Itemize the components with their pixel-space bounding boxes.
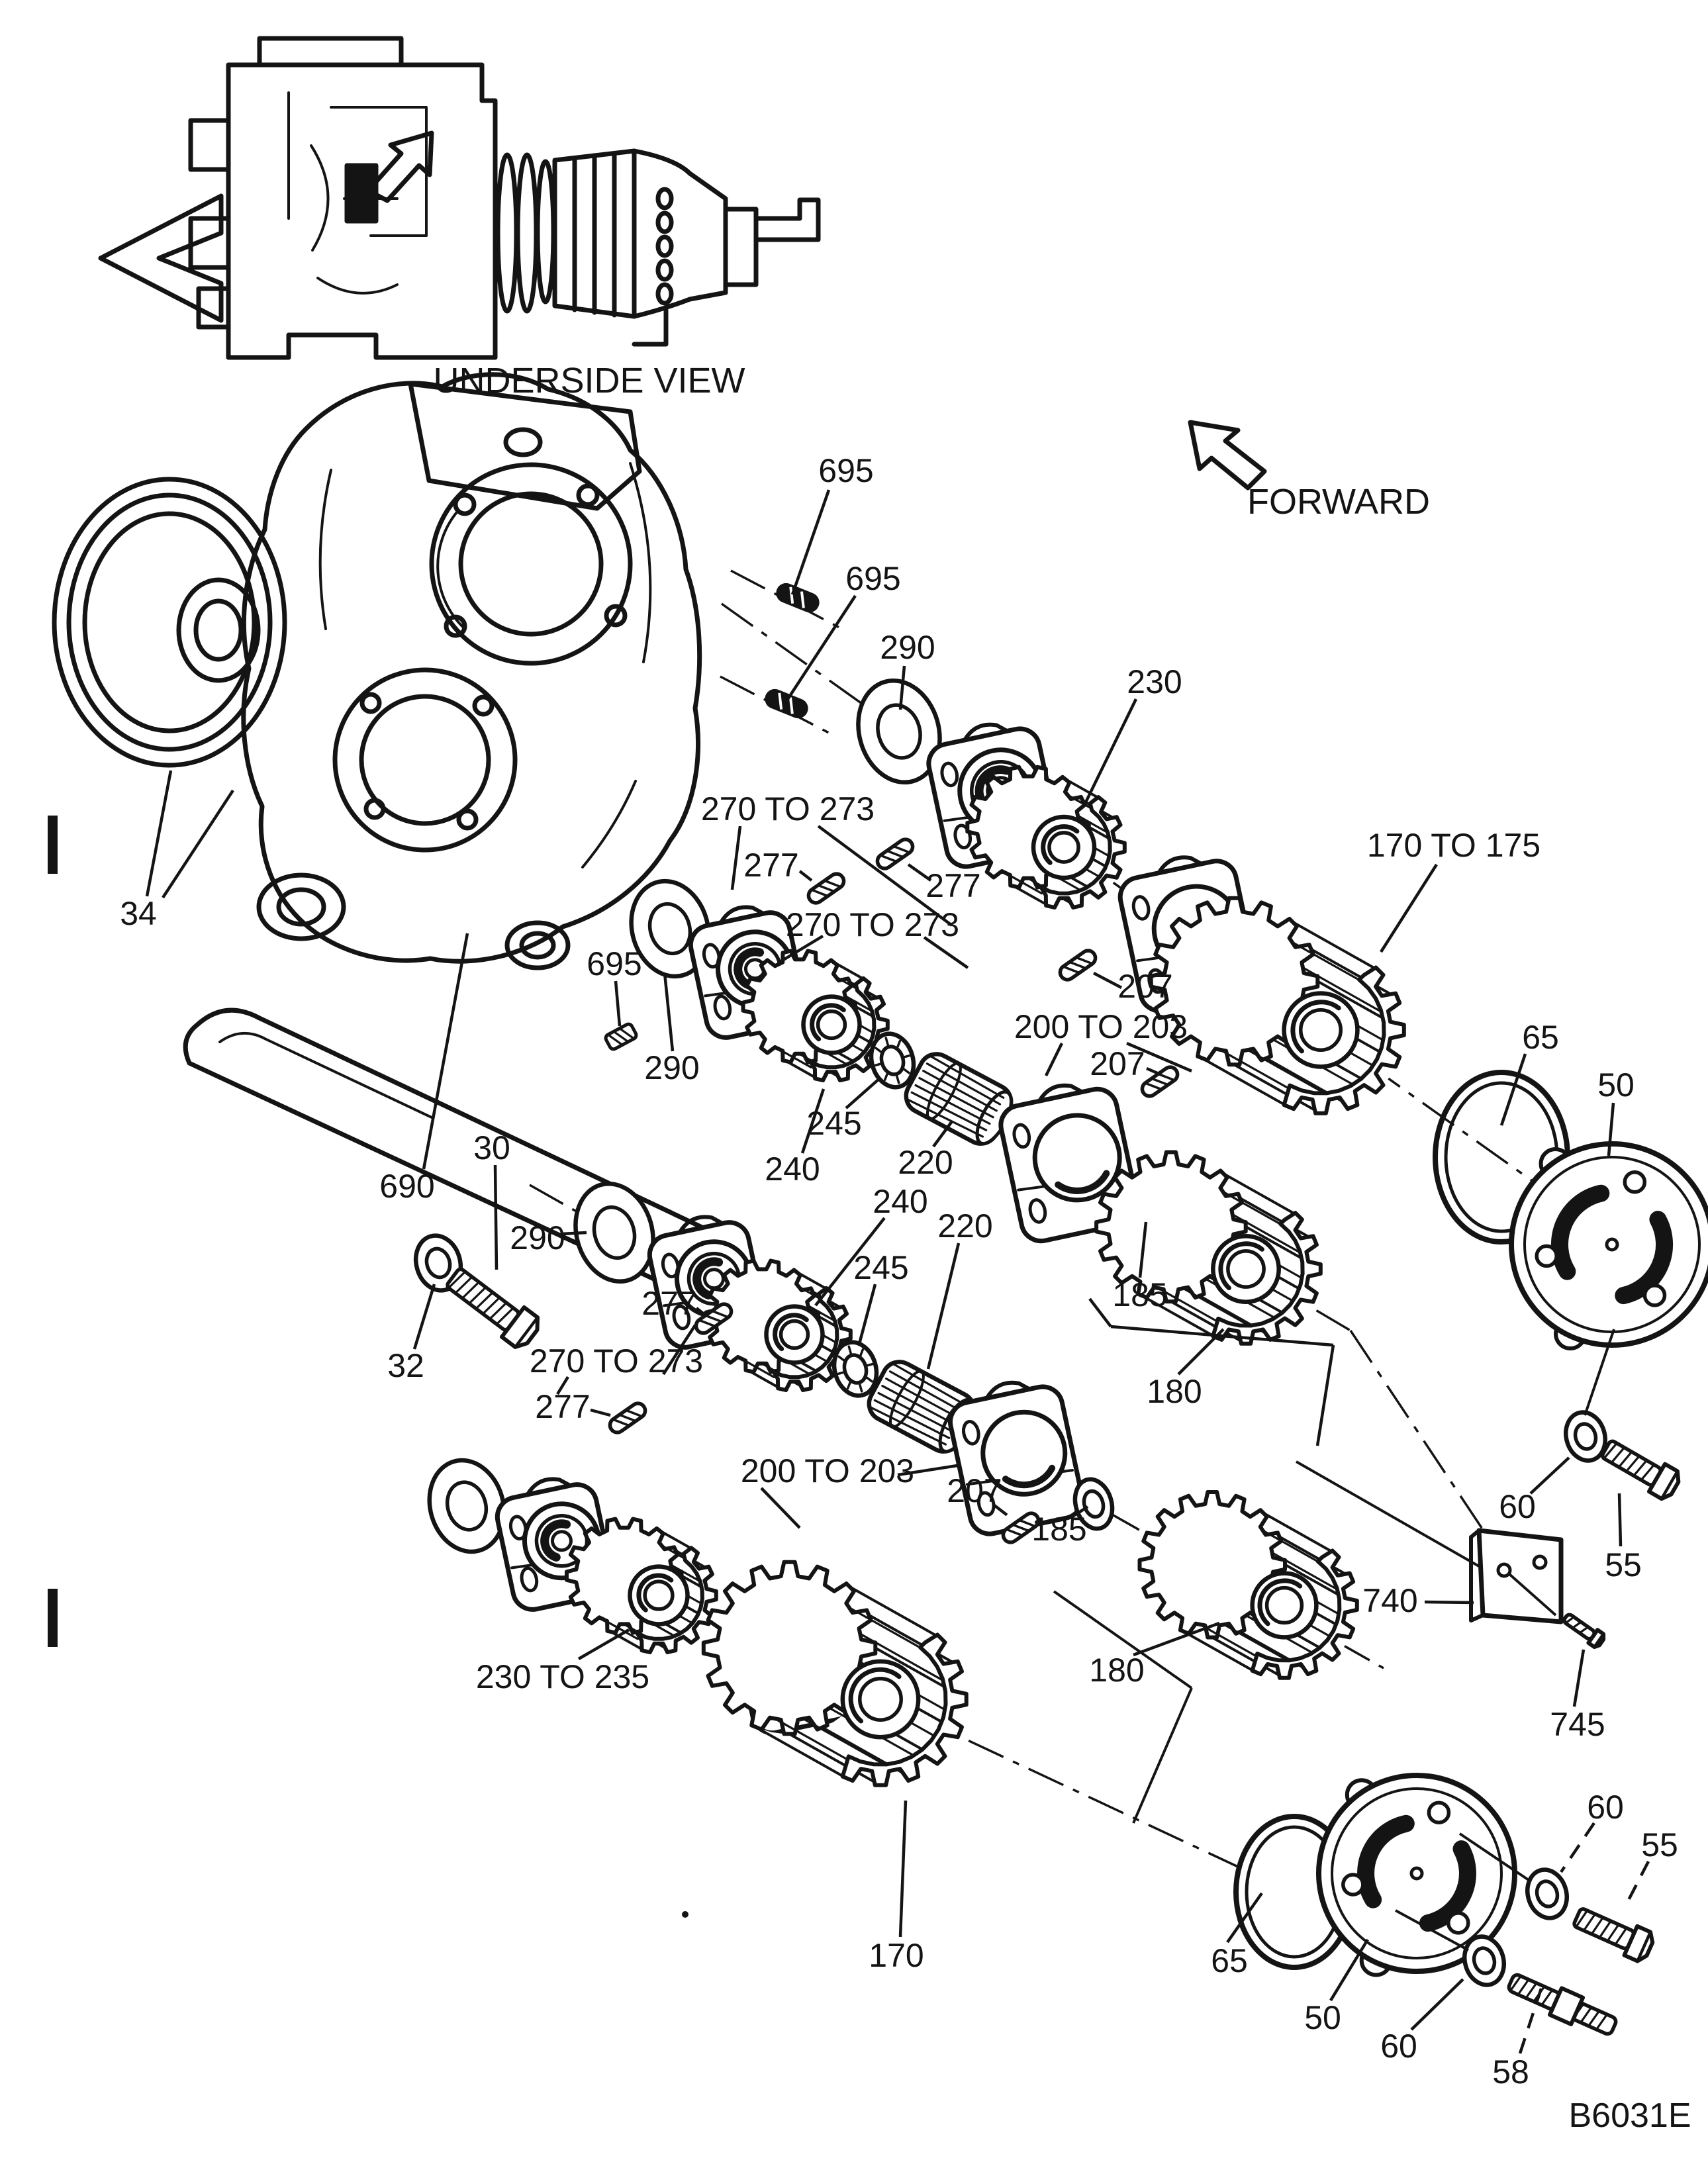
part-callout: 207	[947, 1472, 1002, 1509]
part-callout: 245	[806, 1105, 862, 1142]
part-callout: 60	[1380, 2028, 1417, 2065]
leader-line	[1425, 1602, 1474, 1603]
part-callout: 60	[1499, 1488, 1536, 1525]
print-speck	[682, 1911, 688, 1918]
part-callout: 290	[510, 1219, 565, 1256]
part-callout: 50	[1304, 1999, 1341, 2036]
pin-207-b	[1139, 1064, 1180, 1099]
leader-line	[732, 826, 740, 890]
part-callout: 200 TO 203	[740, 1452, 915, 1489]
leader-line	[846, 1078, 880, 1108]
leader-line	[591, 1410, 610, 1415]
inset-port	[658, 285, 671, 303]
leader-line	[495, 1165, 497, 1270]
leader-line	[761, 1488, 800, 1528]
gear-240-b	[706, 1261, 851, 1391]
part-callout: 230	[1127, 663, 1182, 700]
setscrew-695	[604, 1023, 638, 1051]
part-callout: 745	[1550, 1706, 1605, 1743]
part-callout: 55	[1641, 1826, 1678, 1863]
leader-line	[579, 1630, 629, 1659]
inset-body-top	[260, 38, 401, 65]
leader-line	[1090, 1299, 1111, 1327]
gear-230	[967, 767, 1125, 908]
part-callout: 207	[1117, 968, 1173, 1005]
part-callout: 240	[873, 1183, 928, 1220]
part-callout: 55	[1605, 1546, 1642, 1583]
part-callout: 277	[535, 1388, 591, 1425]
part-callout: 32	[387, 1347, 424, 1384]
forward-arrow-icon	[1190, 422, 1264, 488]
parts	[410, 582, 1708, 2041]
part-callout: 220	[898, 1144, 953, 1181]
leader-line	[1317, 1345, 1333, 1446]
part-callout: 290	[644, 1049, 700, 1086]
leader-line	[1561, 1823, 1594, 1872]
part-callout: 30	[473, 1129, 510, 1166]
part-callout: 740	[1362, 1582, 1418, 1619]
inset-port	[658, 261, 671, 279]
part-callout: 65	[1522, 1019, 1559, 1056]
part-callout: 695	[818, 452, 874, 489]
leader-line	[1627, 1861, 1648, 1902]
margin-tick	[48, 816, 58, 874]
drawing-number: B6031E	[1568, 2096, 1691, 2135]
part-callout: 240	[765, 1150, 820, 1188]
gearbox-housing-690	[244, 375, 700, 968]
bolt-30	[442, 1262, 543, 1352]
part-callout: 695	[845, 560, 901, 597]
leader-line	[900, 1801, 906, 1937]
part-callout: 180	[1147, 1373, 1202, 1410]
part-callout: 65	[1211, 1942, 1248, 1979]
center-axis	[1351, 1331, 1497, 1552]
cover-50-a	[1511, 1144, 1708, 1348]
part-callout: 277	[641, 1285, 697, 1322]
leader-line	[788, 596, 855, 699]
gear-230-235	[567, 1519, 716, 1653]
leader-line	[424, 933, 467, 1169]
inset-shaft-ring	[518, 155, 536, 311]
part-callout: 277	[743, 847, 799, 884]
leader-line	[665, 973, 673, 1051]
leader-line	[1331, 1940, 1368, 2000]
forward-label: FORWARD	[1247, 482, 1430, 522]
part-callout: 185	[1112, 1276, 1168, 1313]
part-callout: 170 TO 175	[1366, 827, 1541, 864]
pin-207-a	[1057, 948, 1098, 982]
washer-60-b	[1522, 1865, 1572, 1922]
part-callout: 34	[120, 895, 157, 932]
part-callout: 200 TO 203	[1014, 1008, 1188, 1045]
inset-flange	[726, 200, 818, 285]
gear-170-175	[1151, 898, 1404, 1113]
leader-line	[792, 490, 829, 594]
pin-277-d	[607, 1401, 648, 1435]
margin-tick	[48, 1589, 58, 1647]
part-callout: 180	[1089, 1652, 1145, 1689]
leader-line	[859, 1284, 875, 1344]
inset-shaft-ring	[498, 155, 516, 311]
spring-pin-695-b	[763, 688, 809, 720]
part-callout: 230 TO 235	[475, 1658, 650, 1695]
leader-line	[147, 771, 171, 896]
leader-line	[163, 790, 233, 898]
inset-cylinder	[555, 151, 634, 316]
part-callout: 58	[1492, 2053, 1529, 2090]
part-callout: 270 TO 273	[700, 790, 875, 827]
part-callout: 245	[853, 1249, 909, 1286]
left-arrow-icon	[101, 196, 221, 320]
part-callout: 185	[1031, 1511, 1087, 1548]
gear-240-a	[743, 951, 888, 1081]
leader-line	[928, 1243, 959, 1369]
inset-port	[658, 237, 671, 256]
gear-180-b	[1140, 1492, 1358, 1678]
inset-caption: UNDERSIDE VIEW	[433, 361, 745, 400]
leader-line	[1411, 1979, 1463, 2030]
inset-shaft-ring	[538, 162, 553, 302]
inset-port	[658, 213, 671, 232]
part-callout: 50	[1597, 1066, 1635, 1103]
part-callout: 695	[587, 945, 642, 982]
leader-line	[1381, 865, 1437, 952]
pin-277-a	[806, 871, 847, 906]
spring-pin-695-a	[775, 582, 820, 614]
screw-745	[1561, 1611, 1606, 1649]
pulley-34	[54, 479, 285, 765]
leader-line	[1046, 1043, 1062, 1076]
part-callout: 207	[1090, 1045, 1145, 1082]
gear-170	[704, 1562, 967, 1785]
leader-line	[1531, 1458, 1569, 1493]
construction-line	[1133, 1688, 1192, 1823]
stud-58	[1505, 1968, 1619, 2040]
part-callout: 220	[937, 1207, 993, 1244]
inset-boss	[199, 289, 228, 327]
part-callout: 690	[379, 1168, 435, 1205]
gear-180-a	[1096, 1152, 1321, 1344]
part-callout: 277	[925, 867, 981, 904]
leader-line	[800, 871, 812, 880]
inset-port	[658, 189, 671, 208]
leader-line	[1619, 1493, 1621, 1546]
leader-line	[1086, 699, 1136, 802]
leader-line	[616, 981, 620, 1026]
inset-boss	[191, 120, 228, 169]
part-callout: 60	[1587, 1789, 1624, 1826]
part-callout: 270 TO 273	[785, 906, 960, 943]
part-callout: 270 TO 273	[529, 1342, 704, 1380]
underside-view-inset	[101, 38, 818, 357]
inset-bell	[634, 151, 726, 316]
leader-line	[414, 1284, 434, 1349]
part-callout: 170	[869, 1937, 924, 1974]
part-callout: 290	[880, 629, 935, 666]
bolt-55-a	[1598, 1434, 1683, 1502]
bolt-55-b	[1570, 1902, 1656, 1964]
leader-line	[1574, 1650, 1584, 1707]
